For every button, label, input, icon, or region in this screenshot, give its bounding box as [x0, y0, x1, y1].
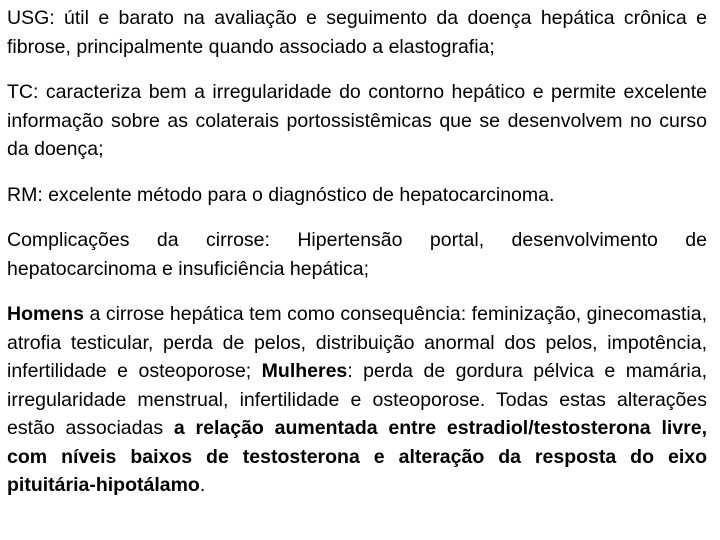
paragraph-usg: USG: útil e barato na avaliação e seguimento da doença hepática crônica e fibrose, principalmente quando associado a elastografia;	[7, 7, 707, 58]
homens-text: a cirrose hepática tem como consequência: feminização, ginecomastia, atrofia testicular, perda de pelos, distribuição anormal dos pelos, impotência, infertilidade e osteoporose;	[7, 303, 707, 382]
homens-label: Homens	[7, 303, 84, 325]
paragraph-rm: RM: excelente método para o diagnóstico de hepatocarcinoma.	[7, 183, 555, 206]
document-body	[7, 4, 707, 517]
paragraph-hormonal	[7, 300, 707, 500]
ending-period: .	[199, 474, 206, 496]
paragraph-tc: TC: caracteriza bem a irregularidade do contorno hepático e permite excelente informação sobre as colaterais portossistêmicas que se desenvolvem no curso da doença;	[7, 81, 707, 160]
mulheres-text: : perda de gordura pélvica e mamária, irregularidade menstrual, infertilidade e osteoporose. Todas estas alterações estão associadas	[7, 360, 707, 439]
conclusao-bold: a relação aumentada entre estradiol/testosterona livre, com níveis baixos de testosterona e alteração da resposta do eixo pituitária-hipotálamo	[7, 417, 707, 496]
paragraph-complicacoes: Complicações da cirrose: Hipertensão portal, desenvolvimento de hepatocarcinoma e insuficiência hepática;	[7, 229, 707, 280]
mulheres-label: Mulheres	[261, 360, 348, 382]
